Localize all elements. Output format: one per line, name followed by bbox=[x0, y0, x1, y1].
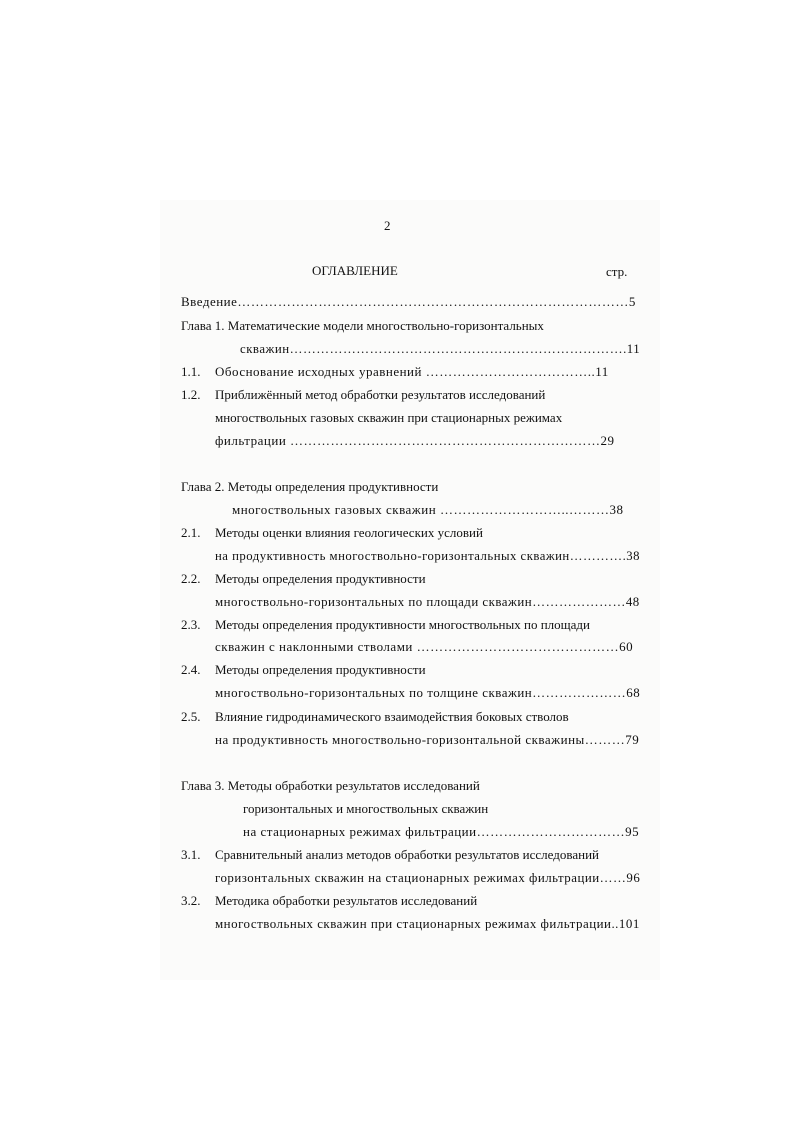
toc-chapter-2-title-cont: многоствольных газовых скважин ………………………..………38 bbox=[232, 502, 624, 517]
toc-section-1-2: Приближённый метод обработки результатов исследований bbox=[215, 387, 546, 402]
toc-section-2-2: Методы определения продуктивности bbox=[215, 571, 426, 586]
toc-section-3-1-cont: горизонтальных скважин на стационарных режимах фильтрации……96 bbox=[215, 870, 641, 885]
toc-section-2-3: Методы определения продуктивности многоствольных по площади bbox=[215, 617, 590, 632]
toc-section-1-1: Обоснование исходных уравнений ………………………………..11 bbox=[215, 364, 609, 379]
toc-section-number: 1.1. bbox=[181, 364, 201, 379]
toc-chapter-1-title: Глава 1. Математические модели многоствольно-горизонтальных bbox=[181, 318, 544, 333]
toc-chapter-3-title-cont: на стационарных режимах фильтрации……………………………95 bbox=[243, 824, 640, 839]
toc-chapter-3-title: Глава 3. Методы обработки результатов исследований bbox=[181, 778, 480, 793]
page-column-label: стр. bbox=[606, 264, 628, 279]
toc-section-2-4: Методы определения продуктивности bbox=[215, 662, 426, 677]
toc-section-number: 3.2. bbox=[181, 893, 201, 908]
toc-section-number: 2.5. bbox=[181, 709, 201, 724]
document-sheet bbox=[160, 200, 660, 980]
toc-section-2-4-cont: многоствольно-горизонтальных по толщине скважин…………………68 bbox=[215, 685, 641, 700]
toc-section-2-2-cont: многоствольно-горизонтальных по площади скважин…………………48 bbox=[215, 594, 640, 609]
toc-section-2-1-cont: на продуктивность многоствольно-горизонтальных скважин………….38 bbox=[215, 548, 640, 563]
toc-section-number: 2.2. bbox=[181, 571, 201, 586]
toc-section-number: 2.3. bbox=[181, 617, 201, 632]
toc-entry-intro: Введение……………………………………………………………………………5 bbox=[181, 294, 636, 309]
toc-section-1-2-cont: фильтрации ……………………………………………………………29 bbox=[215, 433, 615, 448]
toc-section-2-5-cont: на продуктивность многоствольно-горизонтальной скважины………79 bbox=[215, 732, 640, 747]
toc-section-number: 2.4. bbox=[181, 662, 201, 677]
toc-section-number: 3.1. bbox=[181, 847, 201, 862]
toc-heading: ОГЛАВЛЕНИЕ bbox=[312, 263, 398, 278]
toc-chapter-3-title-cont: горизонтальных и многоствольных скважин bbox=[243, 801, 489, 816]
toc-section-number: 1.2. bbox=[181, 387, 201, 402]
toc-section-3-1: Сравнительный анализ методов обработки результатов исследований bbox=[215, 847, 599, 862]
toc-chapter-1-title-cont: скважин………………………………………………………………….11 bbox=[240, 341, 641, 356]
page-number: 2 bbox=[384, 218, 391, 233]
toc-section-number: 2.1. bbox=[181, 525, 201, 540]
toc-section-3-2: Методика обработки результатов исследований bbox=[215, 893, 478, 908]
toc-section-2-1: Методы оценки влияния геологических условий bbox=[215, 525, 483, 540]
toc-section-1-2-cont: многоствольных газовых скважин при стационарных режимах bbox=[215, 410, 563, 425]
toc-section-2-3-cont: скважин с наклонными стволами ………………………………………60 bbox=[215, 639, 634, 654]
toc-chapter-2-title: Глава 2. Методы определения продуктивности bbox=[181, 479, 439, 494]
toc-section-2-5: Влияние гидродинамического взаимодействия боковых стволов bbox=[215, 709, 569, 724]
toc-section-3-2-cont: многоствольных скважин при стационарных режимах фильтрации..101 bbox=[215, 916, 640, 931]
